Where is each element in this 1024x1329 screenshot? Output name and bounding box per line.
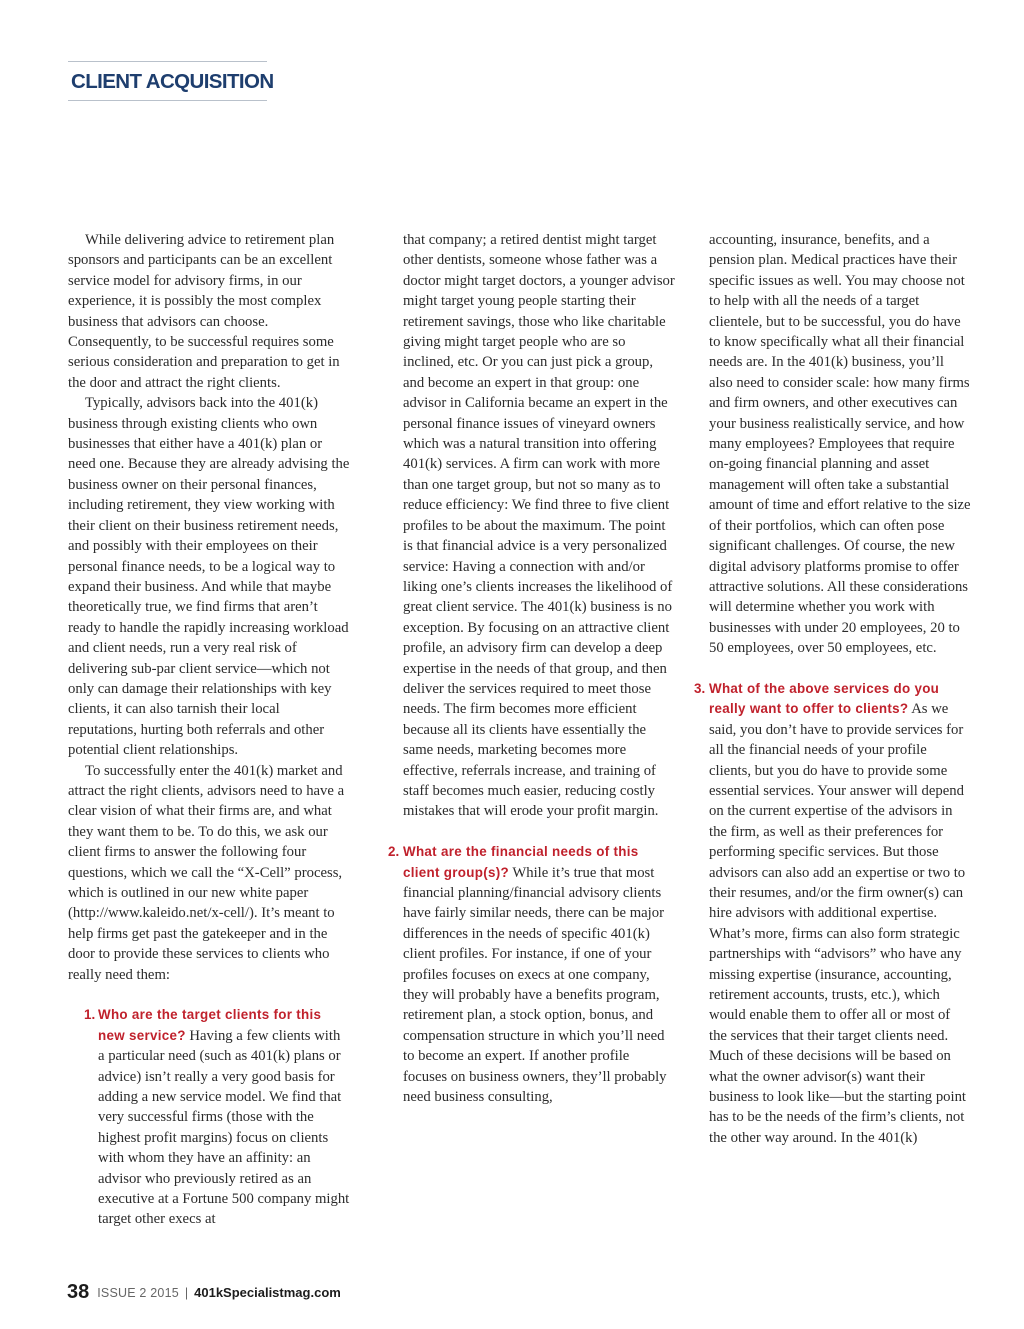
paragraph: To successfully enter the 401(k) market and attract the right clients, advisors need to have a clear vision of what their firms are, and what they want them to be. To do this, we ask our client firms to answer the following four questions, which we call the “X-Cell” process, which is outlined in our new white paper (http://www.kaleido.net/x-cell/). It’s meant to help firms get past the gatekeeper and in the door to provide these services to clients who really need them: [68, 762, 345, 983]
question-2 [388, 842, 675, 1107]
paragraph: that company; a retired dentist might target other dentists, someone whose father was a doctor might target doctors, a younger advisor might target young people starting their retirement savings, those who like charitable giving might target people who are so inclined, etc. Or you can just pick a group, and become an expert in that group: one advisor in California became an expert in the personal finance issues of vineyard owners which was a natural transition into offering 401(k) services. A firm can work with more than one target group, but not so many as to reduce efficiency: We find three to five client profiles to be about the maximum. The point is that financial advice is a very personalized service: Having a connection with and/or liking one’s clients increases the likelihood of great client service. The 401(k) business is no exception. By focusing on an attractive client profile, an advisory firm can develop a deep expertise in the needs of that group, and then deliver the services required to meet those needs. The firm becomes more efficient because all its clients have essentially the same needs, marketing becomes more effective, referrals increase, and training of staff becomes much easier, reducing costly mistakes that will erode your profit margin. [403, 232, 675, 820]
website-link[interactable]: 401kSpecialistmag.com [194, 1285, 341, 1300]
question-number: 2. [388, 844, 400, 860]
article-column-1 [68, 230, 350, 1230]
page-footer [67, 1281, 341, 1305]
page-number: 38 [67, 1281, 90, 1303]
question-body: Having a few clients with a particular need (such as 401(k) plans or advice) isn’t really a very good basis for adding a new service model. We find that very successful firms (those with the highest profit margins) focus on clients with whom they have an affinity: an advisor who previously retired as an executive at a Fortune 500 company might target other execs at [98, 1027, 350, 1228]
article-column-3 [694, 230, 971, 1148]
issue-label: ISSUE 2 2015 [97, 1285, 179, 1300]
question-body: While it’s true that most financial planning/financial advisory clients have fairly similar needs, there can be major differences in the needs of specific 401(k) client profiles. For instance, if one of your profiles focuses on execs at one company, they will probably have a benefits program, retirement plan, a stock option, bonus, and compensation structure in which you’ll need to become an expert. If another profile focuses on business owners, they’ll probably need business consulting, [403, 864, 667, 1106]
question-number: 3. [694, 680, 706, 696]
question-heading: Who are the target clients for this new service? [98, 1007, 322, 1043]
paragraph: accounting, insurance, benefits, and a pension plan. Medical practices have their specific issues as well. You may choose not to help with all the needs of a target clientele, but to be successful, you do have to know specifically what all their financial needs are. In the 401(k) business, you’ll also need to consider scale: how many firms and firm owners, and other executives can your business realistically service, and how many employees? Employees that require on-going financial planning and asset management will often take a substantial amount of time and effort relative to the size of their portfolios, which can often pose significant challenges. Of course, the new digital advisory platforms promise to offer attractive solutions. All these considerations will determine whether you work with businesses with under 20 employees, 20 to 50 employees, over 50 employees, etc. [709, 232, 971, 657]
paragraph: While delivering advice to retirement plan sponsors and participants can be an excellent service model for advisory firms, in our experience, it is possibly the most complex business that advisors can choose. Consequently, to be successful requires some serious consideration and preparation to get in the door and attract the right clients. [68, 232, 340, 391]
question-heading: What are the financial needs of this client group(s)? [403, 844, 639, 880]
question-3 [694, 679, 971, 1148]
question-body: As we said, you don’t have to provide services for all the financial needs of your profile clients, but you do have to provide some essential services. Your answer will depend on the current expertise of the advisors in the firm, as well as their preferences for performing specific services. But those advisors can also add an expertise or two to their resumes, and/or the firm owner(s) can hire advisors with additional expertise. What’s more, firms can also form strategic partnerships with “advisors” who have any missing expertise (insurance, accounting, retirement accounts, trusts, etc.), which would enable them to offer all or most of the services that their target clients need. Much of these decisions will be based on what the owner advisor(s) want their business to look like—but the starting point has to be the needs of the firm’s clients, not the other way around. In the 401(k) [709, 701, 967, 1146]
section-title: CLIENT ACQUISITION [71, 70, 274, 93]
question-number: 1. [84, 1007, 96, 1023]
question-1 [68, 1005, 350, 1229]
paragraph: Typically, advisors back into the 401(k) business through existing clients who own businesses that either have a 401(k) plan or need one. Because they are already advising the business owner on their personal finances, including retirement, they view working with their client on their business retirement needs, and possibly with their employees on their personal finance needs, to be a logical way to expand their business. And while that maybe theoretically true, we find firms that aren’t ready to handle the rapidly increasing workload and client needs, run a very real risk of delivering sub-par client service—which not only can damage their relationships with key clients, it can also tarnish their local reputations, hurting both referrals and other potential client relationships. [68, 395, 350, 759]
footer-separator: | [184, 1285, 189, 1300]
question-heading: What of the above services do you really want to offer to clients? [709, 680, 940, 717]
section-header [68, 61, 274, 101]
article-column-2 [388, 230, 675, 1107]
